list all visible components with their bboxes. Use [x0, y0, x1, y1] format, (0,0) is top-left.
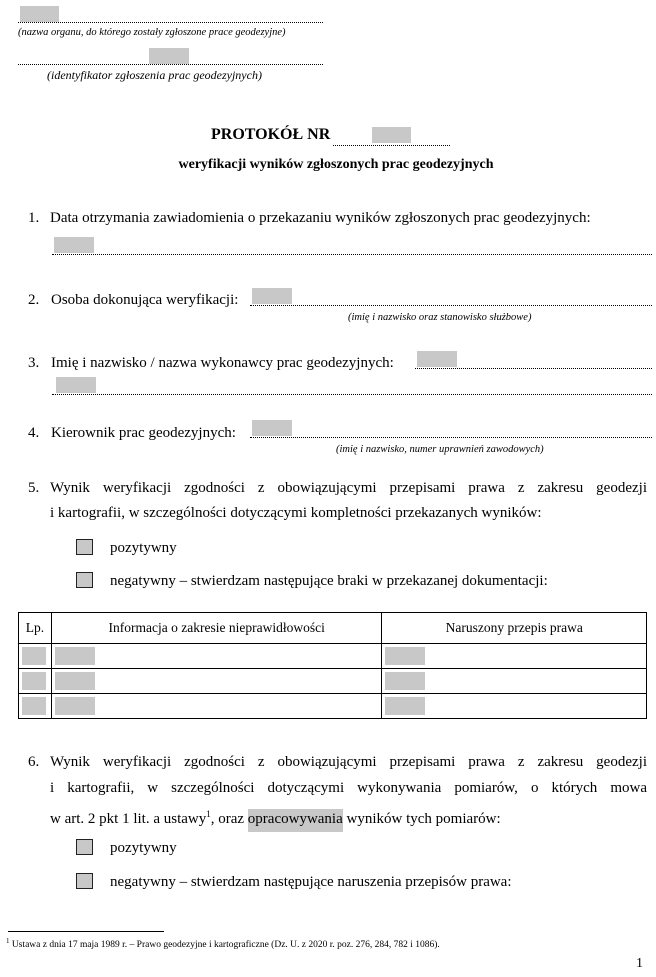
table-cell-lp[interactable]	[19, 644, 52, 669]
item-5-negative-checkbox[interactable]	[76, 572, 93, 588]
item-6-positive-checkbox[interactable]	[76, 839, 93, 855]
item-4-number: 4.	[28, 425, 40, 441]
item-3-dotline-b	[52, 394, 652, 395]
footnote-text: Ustawa z dnia 17 maja 1989 r. – Prawo geodezyjne i kartograficzne (Dz. U. z 2020 r. poz. 276, 284, 782 i 1086).	[11, 940, 440, 951]
table-cell-lp[interactable]	[19, 669, 52, 694]
protocol-number-dotline	[333, 145, 450, 146]
page-title: PROTOKÓŁ NR	[211, 126, 331, 143]
item-6-line-3: w art. 2 pkt 1 lit. a ustawy$^1$, oraz opracowywania wyników tych pomiarów:	[50, 803, 501, 830]
footnote-mark: 1	[6, 937, 10, 945]
item-2-note: (imię i nazwisko oraz stanowisko służbowe)	[348, 312, 532, 323]
footnote	[6, 937, 440, 950]
organ-name-field[interactable]	[20, 6, 59, 22]
organ-name-label: (nazwa organu, do którego zostały zgłoszone prace geodezyjne)	[18, 27, 286, 38]
footnote-separator	[8, 931, 164, 932]
submission-id-field[interactable]	[149, 48, 189, 64]
submission-id-dotline	[18, 64, 323, 65]
column-header-violated-provision: Naruszony przepis prawa	[382, 613, 647, 644]
item-2-dotline	[250, 305, 652, 306]
item-6-line-1: Wynik weryfikacji zgodności z obowiązującymi przepisami prawa z zakresu geodezji	[50, 754, 647, 770]
protocol-number-field[interactable]	[372, 127, 411, 143]
organ-name-dotline	[18, 22, 323, 23]
item-5-line-2: i kartografii, w szczególności dotyczącymi kompletności przekazanych wyników:	[50, 505, 542, 521]
item-1-dotline	[52, 254, 652, 255]
submission-id-label: (identyfikator zgłoszenia prac geodezyjnych)	[47, 68, 262, 82]
item-3-number: 3.	[28, 355, 40, 371]
item-5-line-1: Wynik weryfikacji zgodności z obowiązującymi przepisami prawa z zakresu geodezji	[50, 480, 647, 496]
item-4-dotline	[250, 437, 652, 438]
item-1-number: 1.	[28, 210, 40, 226]
table-row	[19, 644, 647, 669]
irregularities-table	[18, 612, 647, 719]
item-1-field[interactable]	[54, 237, 94, 253]
item-1-text: Data otrzymania zawiadomienia o przekazaniu wyników zgłoszonych prac geodezyjnych:	[50, 210, 591, 226]
item-3-field-a[interactable]	[417, 351, 457, 367]
table-header-row	[19, 613, 647, 644]
table-row	[19, 694, 647, 719]
item-3-field-b[interactable]	[56, 377, 96, 393]
table-cell-violated-provision[interactable]	[382, 669, 647, 694]
highlighted-word: opracowywania	[248, 809, 343, 832]
table-cell-information[interactable]	[51, 694, 381, 719]
item-5-negative-label: negatywny – stwierdzam następujące braki w przekazanej dokumentacji:	[110, 573, 548, 589]
item-4-note: (imię i nazwisko, numer uprawnień zawodowych)	[336, 444, 544, 455]
table-cell-lp[interactable]	[19, 694, 52, 719]
item-2-field[interactable]	[252, 288, 292, 304]
item-6-negative-label: negatywny – stwierdzam następujące naruszenia przepisów prawa:	[110, 874, 512, 890]
column-header-lp: Lp.	[19, 613, 52, 644]
item-5-positive-checkbox[interactable]	[76, 539, 93, 555]
item-4-field[interactable]	[252, 420, 292, 436]
item-2-number: 2.	[28, 292, 40, 308]
item-3-text: Imię i nazwisko / nazwa wykonawcy prac geodezyjnych:	[51, 355, 394, 371]
page-subtitle: weryfikacji wyników zgłoszonych prac geodezyjnych	[178, 157, 494, 172]
item-5-number: 5.	[28, 480, 40, 496]
item-6-number: 6.	[28, 754, 40, 770]
footnote-reference[interactable]: 1	[206, 809, 211, 819]
table-cell-violated-provision[interactable]	[382, 694, 647, 719]
column-header-information: Informacja o zakresie nieprawidłowości	[51, 613, 381, 644]
table-cell-information[interactable]	[51, 669, 381, 694]
item-3-dotline-a	[415, 368, 652, 369]
item-4-text: Kierownik prac geodezyjnych:	[51, 425, 236, 441]
item-5-positive-label: pozytywny	[110, 540, 177, 556]
table-cell-information[interactable]	[51, 644, 381, 669]
page-number: 1	[636, 956, 643, 971]
item-6-line-2: i kartografii, w szczególności dotyczącymi wykonywania pomiarów, o których mowa	[50, 780, 647, 796]
item-6-positive-label: pozytywny	[110, 840, 177, 856]
item-6-negative-checkbox[interactable]	[76, 873, 93, 889]
table-row	[19, 669, 647, 694]
item-2-text: Osoba dokonująca weryfikacji:	[51, 292, 239, 308]
table-cell-violated-provision[interactable]	[382, 644, 647, 669]
